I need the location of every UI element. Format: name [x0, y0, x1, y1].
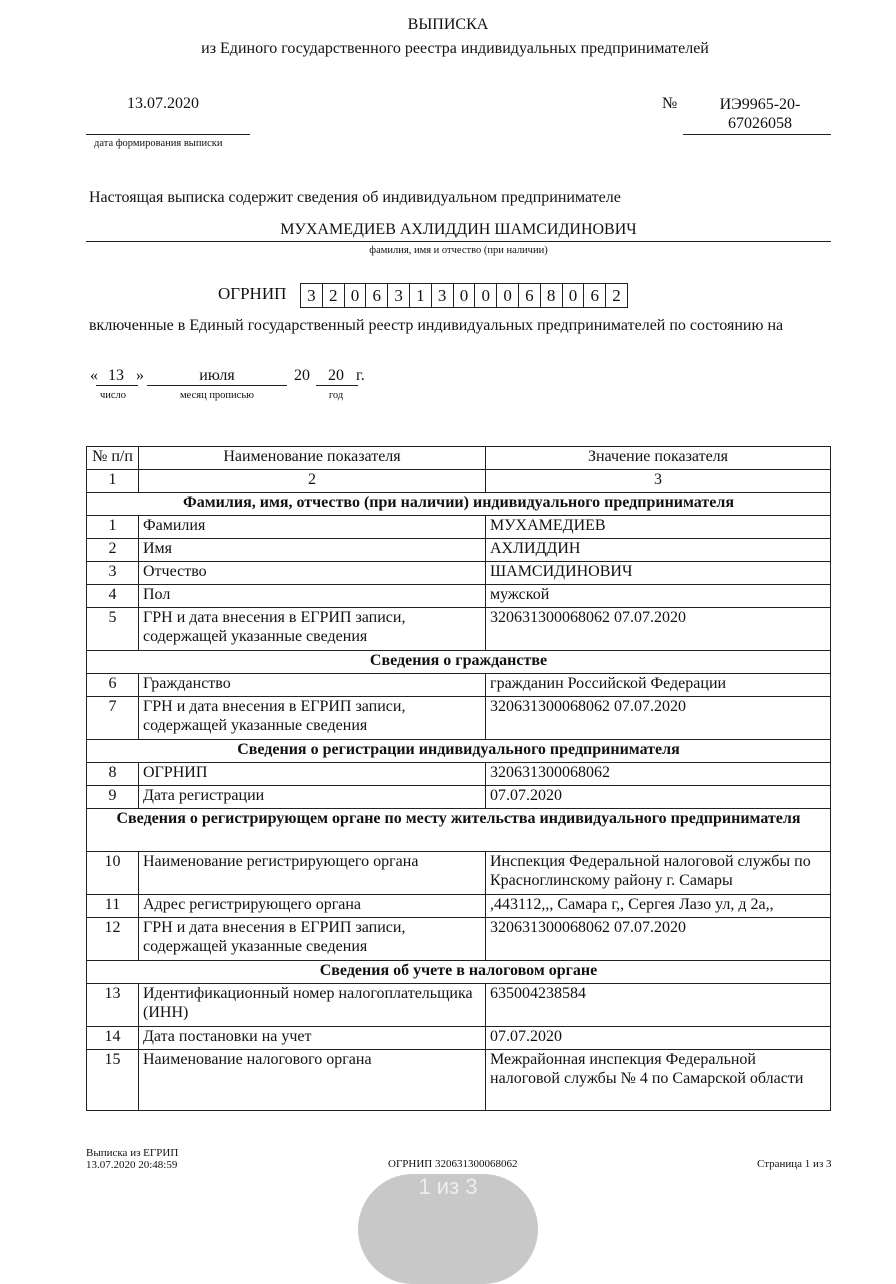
indicator-value: ,443112,,, Самара г,, Сергея Лазо ул, д 2а,,: [486, 895, 831, 918]
table-row: [87, 608, 831, 651]
ogrnip-digit: 3: [388, 284, 410, 307]
row-number: 6: [87, 674, 139, 697]
indicator-name: Дата регистрации: [139, 786, 486, 809]
ogrnip-digit: 8: [541, 284, 563, 307]
section-title: Сведения о регистрирующем органе по месту жительства индивидуального предпринимателя: [87, 809, 831, 852]
row-number: 10: [87, 852, 139, 895]
document-number-line2: 67026058: [728, 115, 792, 132]
ogrnip-digit: 0: [454, 284, 476, 307]
table-row: [87, 1050, 831, 1111]
ogrnip-label: ОГРНИП: [218, 284, 287, 303]
footer-ogrnip: ОГРНИП 320631300068062: [388, 1158, 518, 1170]
indicator-name: Адрес регистрирующего органа: [139, 895, 486, 918]
ogrnip-digit: 3: [432, 284, 454, 307]
footer-source: Выписка из ЕГРИП: [86, 1147, 179, 1159]
indicator-value: 320631300068062 07.07.2020: [486, 697, 831, 740]
table-row: [87, 562, 831, 585]
indicator-value: Инспекция Федеральной налоговой службы по Красноглинскому району г. Самары: [486, 852, 831, 895]
indicator-value: МУХАМЕДИЕВ: [486, 516, 831, 539]
row-number: 5: [87, 608, 139, 651]
indicator-name: Имя: [139, 539, 486, 562]
table-row: [87, 674, 831, 697]
indicator-value: гражданин Российской Федерации: [486, 674, 831, 697]
close-quote: »: [136, 367, 144, 384]
year-g: г.: [356, 367, 365, 384]
page-indicator-overlay: 1 из 3: [358, 1174, 538, 1284]
ogrnip-digit: 6: [519, 284, 541, 307]
ogrnip-digit: 6: [584, 284, 606, 307]
indicator-value: 320631300068062 07.07.2020: [486, 608, 831, 651]
ogrnip-digit: 1: [410, 284, 432, 307]
indicator-name: ГРН и дата внесения в ЕГРИП записи, содержащей указанные сведения: [139, 697, 486, 740]
date-underline: [86, 134, 250, 135]
table-row: [87, 895, 831, 918]
indicator-value: ШАМСИДИНОВИЧ: [486, 562, 831, 585]
row-number: 9: [87, 786, 139, 809]
day-caption: число: [99, 390, 127, 401]
year-underline: [316, 385, 358, 386]
table-column-numbers-row: [87, 470, 831, 493]
intro-text: Настоящая выписка содержит сведения об индивидуальном предпринимателе: [89, 189, 621, 206]
indicator-value: 635004238584: [486, 984, 831, 1027]
ogrnip-digit-boxes: [300, 283, 628, 308]
ogrnip-digit: 0: [345, 284, 367, 307]
ogrnip-digit: 3: [301, 284, 323, 307]
section-title: Сведения о гражданстве: [87, 651, 831, 674]
indicator-name: Идентификационный номер налогоплательщика (ИНН): [139, 984, 486, 1027]
table-row: [87, 539, 831, 562]
day-underline: [96, 385, 138, 386]
included-text: включенные в Единый государственный реестр индивидуальных предпринимателей по состоянию на: [89, 317, 784, 334]
header-indicator-value: Значение показателя: [486, 447, 831, 470]
table-section-row: [87, 961, 831, 984]
ogrnip-digit: 0: [497, 284, 519, 307]
doc-subtitle: из Единого государственного реестра индивидуальных предпринимателей: [201, 40, 709, 57]
table-section-row: [87, 809, 831, 852]
day-value: 13: [108, 367, 124, 384]
indicator-name: ГРН и дата внесения в ЕГРИП записи, содержащей указанные сведения: [139, 918, 486, 961]
month-value: июля: [199, 367, 235, 384]
ogrnip-digit: 0: [563, 284, 585, 307]
fio-caption: фамилия, имя и отчество (при наличии): [369, 245, 548, 256]
footer-timestamp: 13.07.2020 20:48:59: [86, 1159, 178, 1171]
table-row: [87, 585, 831, 608]
section-title: Сведения о регистрации индивидуального предпринимателя: [87, 740, 831, 763]
indicator-name: Фамилия: [139, 516, 486, 539]
date-caption: дата формирования выписки: [94, 138, 223, 149]
indicator-name: Отчество: [139, 562, 486, 585]
table-row: [87, 763, 831, 786]
column-number-1: 1: [87, 470, 139, 493]
table-row: [87, 852, 831, 895]
ogrnip-digit: 0: [475, 284, 497, 307]
row-number: 12: [87, 918, 139, 961]
footer-page-number: Страница 1 из 3: [757, 1158, 832, 1170]
indicator-value: 320631300068062 07.07.2020: [486, 918, 831, 961]
column-number-3: 3: [486, 470, 831, 493]
row-number: 3: [87, 562, 139, 585]
row-number: 14: [87, 1027, 139, 1050]
header-number: № п/п: [87, 447, 139, 470]
section-title: Фамилия, имя, отчество (при наличии) индивидуального предпринимателя: [87, 493, 831, 516]
year-suffix: 20: [328, 367, 344, 384]
month-underline: [147, 385, 287, 386]
indicator-value: Межрайонная инспекция Федеральной налоговой службы № 4 по Самарской области: [486, 1050, 831, 1111]
row-number: 7: [87, 697, 139, 740]
year-prefix: 20: [294, 367, 310, 384]
table-header-row: [87, 447, 831, 470]
table-row: [87, 918, 831, 961]
row-number: 15: [87, 1050, 139, 1111]
header-indicator-name: Наименование показателя: [139, 447, 486, 470]
indicator-name: Наименование регистрирующего органа: [139, 852, 486, 895]
indicator-name: ОГРНИП: [139, 763, 486, 786]
doc-title: ВЫПИСКА: [407, 16, 489, 33]
indicator-value: 07.07.2020: [486, 786, 831, 809]
indicator-value: 320631300068062: [486, 763, 831, 786]
ogrnip-digit: 6: [366, 284, 388, 307]
indicator-name: Пол: [139, 585, 486, 608]
table-section-row: [87, 651, 831, 674]
ogrnip-digit: 2: [612, 286, 621, 305]
fio-underline: [86, 241, 831, 242]
table-row: [87, 786, 831, 809]
indicator-value: АХЛИДДИН: [486, 539, 831, 562]
table-row: [87, 1027, 831, 1050]
row-number: 13: [87, 984, 139, 1027]
document-number: [690, 95, 830, 133]
row-number: 1: [87, 516, 139, 539]
table-row: [87, 516, 831, 539]
number-underline: [683, 134, 831, 135]
table-row: [87, 697, 831, 740]
year-caption: год: [328, 390, 344, 401]
row-number: 4: [87, 585, 139, 608]
row-number: 2: [87, 539, 139, 562]
table-section-row: [87, 740, 831, 763]
indicator-name: Гражданство: [139, 674, 486, 697]
indicator-name: Наименование налогового органа: [139, 1050, 486, 1111]
number-sign: №: [662, 95, 678, 112]
ogrnip-digit: 2: [323, 284, 345, 307]
open-quote: «: [90, 367, 98, 384]
column-number-2: 2: [139, 470, 486, 493]
formation-date: 13.07.2020: [127, 95, 199, 112]
document-number-line1: ИЭ9965-20-: [719, 96, 801, 113]
footer-left: [86, 1147, 178, 1171]
egrip-table: [86, 446, 831, 1111]
row-number: 11: [87, 895, 139, 918]
indicator-value: 07.07.2020: [486, 1027, 831, 1050]
indicator-value: мужской: [486, 585, 831, 608]
table-section-row: [87, 493, 831, 516]
section-title: Сведения об учете в налоговом органе: [87, 961, 831, 984]
entrepreneur-fio: МУХАМЕДИЕВ АХЛИДДИН ШАМСИДИНОВИЧ: [280, 221, 637, 238]
indicator-name: Дата постановки на учет: [139, 1027, 486, 1050]
row-number: 8: [87, 763, 139, 786]
table-row: [87, 984, 831, 1027]
month-caption: месяц прописью: [180, 390, 254, 401]
indicator-name: ГРН и дата внесения в ЕГРИП записи, содержащей указанные сведения: [139, 608, 486, 651]
